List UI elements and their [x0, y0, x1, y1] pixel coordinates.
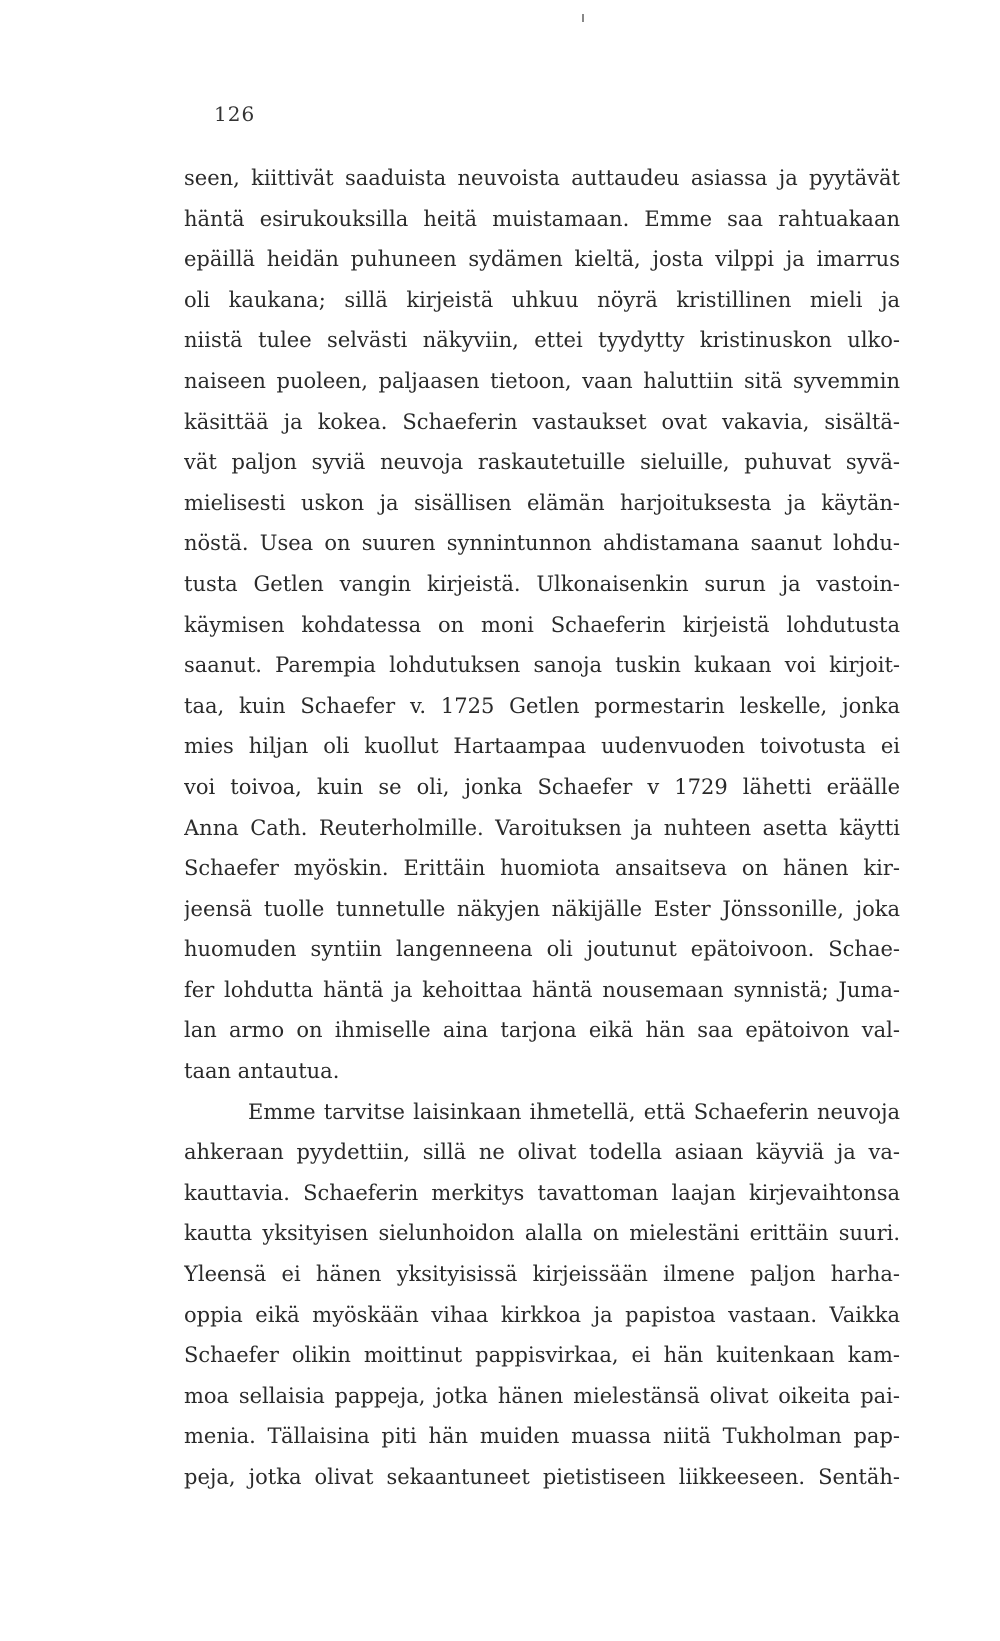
text-line: mielisesti uskon ja sisällisen elämän harjoituksesta ja käytän- — [184, 490, 900, 515]
text-line: saanut. Parempia lohdutuksen sanoja tuskin kukaan voi kirjoit- — [184, 653, 900, 678]
text-line: ahkeraan pyydettiin, sillä ne olivat todella asiaan käyviä ja va- — [184, 1140, 900, 1165]
text-line: taa, kuin Schaefer v. 1725 Getlen pormestarin leskelle, jonka — [184, 693, 900, 718]
text-line: häntä esirukouksilla heitä muistamaan. Emme saa rahtuakaan — [184, 206, 900, 231]
text-line: käsittää ja kokea. Schaeferin vastaukset ovat vakavia, sisältä- — [184, 409, 900, 434]
text-line: moa sellaisia pappeja, jotka hänen mielestänsä olivat oikeita pai- — [184, 1383, 900, 1408]
text-line: Yleensä ei hänen yksityisissä kirjeissään ilmene paljon harha- — [184, 1262, 900, 1287]
text-line: tusta Getlen vangin kirjeistä. Ulkonaisenkin surun ja vastoin- — [184, 571, 900, 596]
text-line: naiseen puoleen, paljaasen tietoon, vaan haluttiin sitä syvemmin — [184, 368, 900, 393]
page-number: 126 — [214, 102, 256, 126]
text-line: huomuden syntiin langenneena oli joutunut epätoivoon. Schae- — [184, 937, 900, 962]
text-line: kautta yksityisen sielunhoidon alalla on mielestäni erittäin suuri. — [184, 1221, 900, 1246]
body-text — [184, 158, 900, 1498]
text-line: seen, kiittivät saaduista neuvoista auttaudeu asiassa ja pyytävät — [184, 166, 900, 190]
text-line: menia. Tällaisina piti hän muiden muassa niitä Tukholman pap- — [184, 1424, 900, 1449]
text-line: Anna Cath. Reuterholmille. Varoituksen ja nuhteen asetta käytti — [184, 815, 900, 840]
text-line: nöstä. Usea on suuren synnintunnon ahdistamana saanut lohdu- — [184, 531, 900, 556]
text-line: Schaefer myöskin. Erittäin huomiota ansaitseva on hänen kir- — [184, 856, 900, 881]
text-line: fer lohdutta häntä ja kehoittaa häntä nousemaan synnistä; Juma- — [184, 977, 900, 1002]
text-line: käymisen kohdatessa on moni Schaeferin kirjeistä lohdutusta — [184, 612, 900, 637]
margin-speck — [582, 14, 584, 22]
text-line: jeensä tuolle tunnetulle näkyjen näkijälle Ester Jönssonille, joka — [184, 896, 900, 921]
text-line: Schaefer olikin moittinut pappisvirkaa, ei hän kuitenkaan kam- — [184, 1343, 900, 1368]
text-line: epäillä heidän puhuneen sydämen kieltä, josta vilppi ja imarrus — [184, 247, 900, 272]
text-line: lan armo on ihmiselle aina tarjona eikä hän saa epätoivon val- — [184, 1018, 900, 1043]
paragraph-end-line: taan antautua. — [184, 1059, 340, 1084]
text-line: kauttavia. Schaeferin merkitys tavattoman laajan kirjevaihtonsa — [184, 1180, 900, 1205]
text-line: voi toivoa, kuin se oli, jonka Schaefer v 1729 lähetti eräälle — [184, 774, 900, 799]
text-line: niistä tulee selvästi näkyviin, ettei tyydytty kristinuskon ulko- — [184, 328, 900, 353]
text-line: oli kaukana; sillä kirjeistä uhkuu nöyrä kristillinen mieli ja — [184, 287, 900, 312]
text-line: vät paljon syviä neuvoja raskautetuille sieluille, puhuvat syvä- — [184, 450, 900, 475]
text-line: oppia eikä myöskään vihaa kirkkoa ja papistoa vastaan. Vaikka — [184, 1302, 900, 1327]
paragraph-start-line: Emme tarvitse laisinkaan ihmetellä, että Schaeferin neuvoja — [248, 1099, 900, 1124]
text-line: peja, jotka olivat sekaantuneet pietistiseen liikkeeseen. Sentäh- — [184, 1465, 900, 1489]
text-line: mies hiljan oli kuollut Hartaampaa uudenvuoden toivotusta ei — [184, 734, 900, 759]
